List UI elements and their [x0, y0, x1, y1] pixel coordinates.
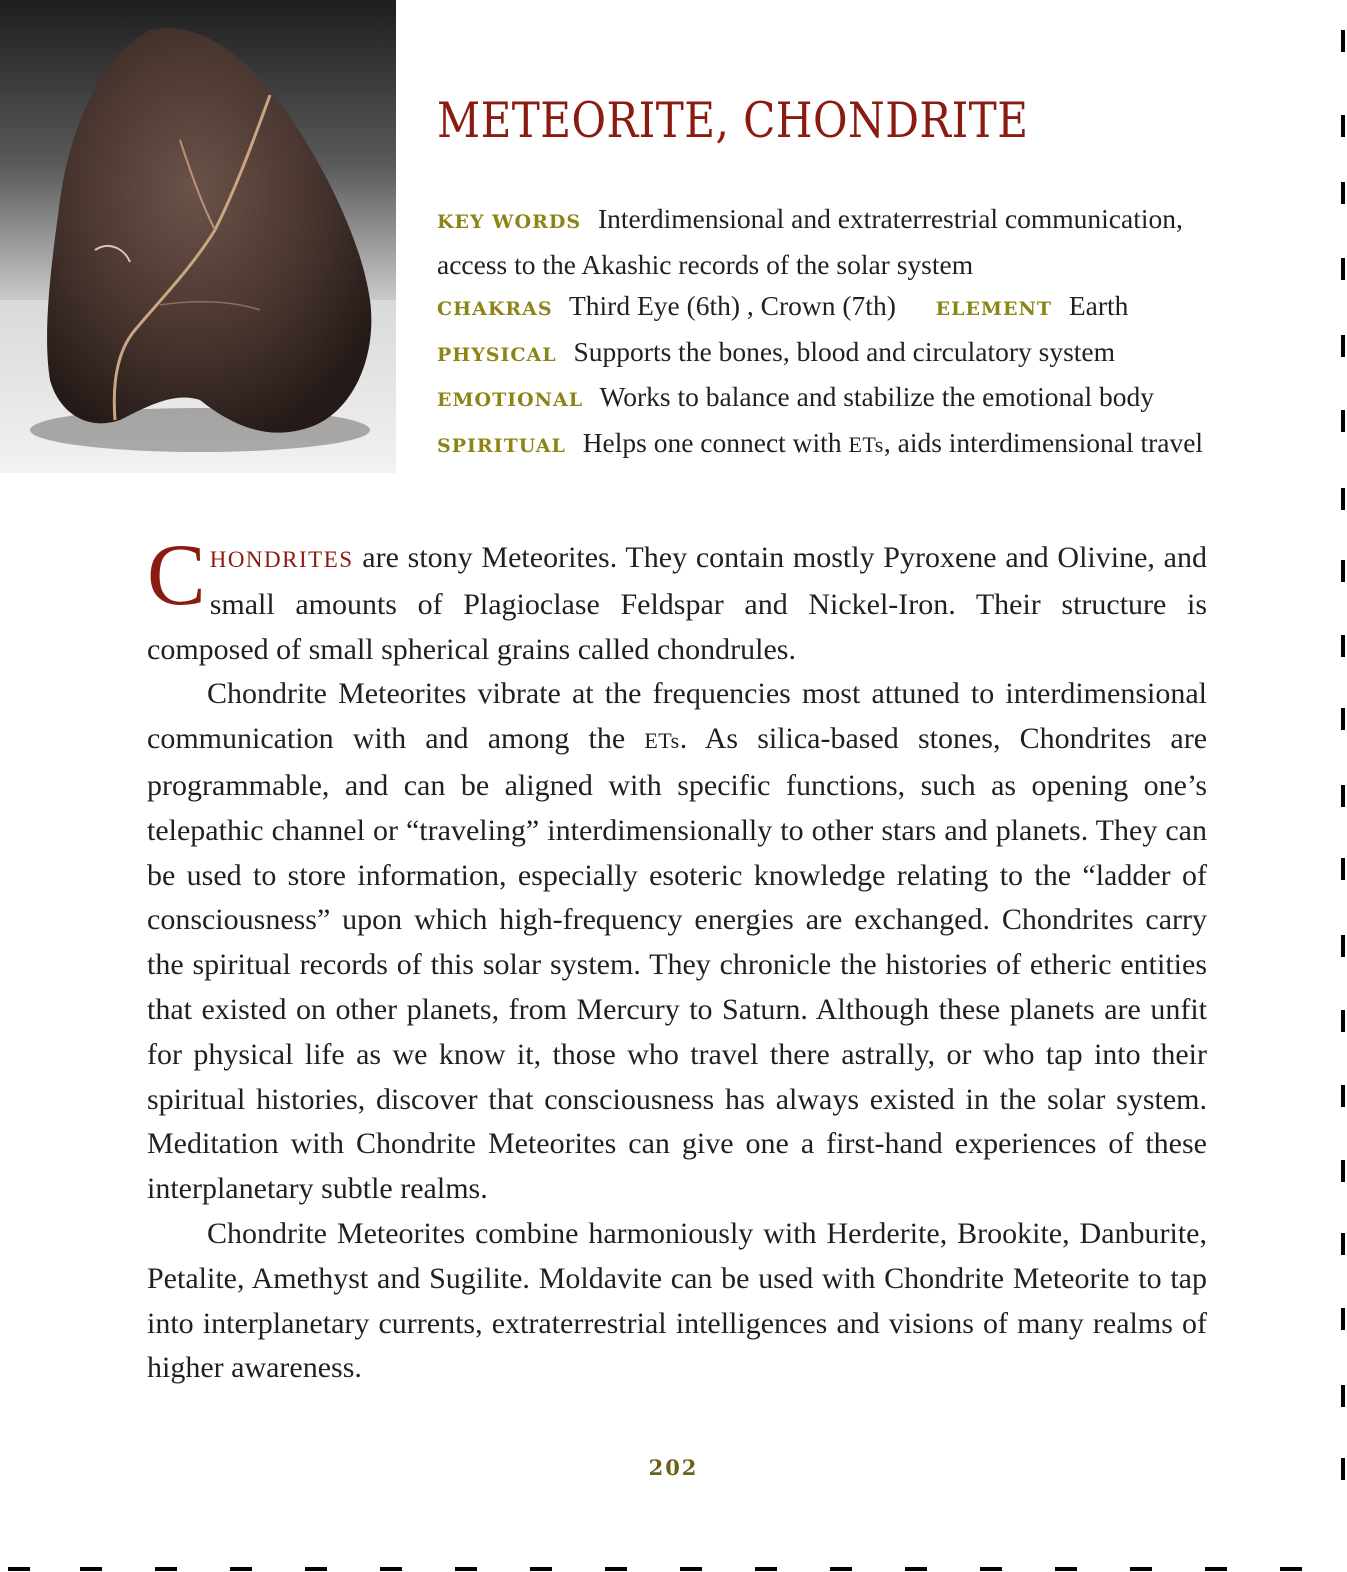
emotional-label: EMOTIONAL	[437, 389, 584, 411]
meteorite-image	[0, 0, 396, 473]
lead-in: HONDRITES	[209, 547, 354, 572]
page-number: 202	[648, 1455, 699, 1480]
paragraph-2	[147, 672, 1207, 1212]
element-value: Earth	[1068, 290, 1129, 321]
spiritual-label: SPIRITUAL	[437, 434, 566, 457]
spiritual-value-pre: Helps one connect with	[582, 426, 842, 458]
paragraph-3: Chondrite Meteorites combine harmoniously with Herderite, Brookite, Danburite, Petalite, Amethyst and Sugilite. Moldavite can be used with Chondrite Meteorite to tap into interplanetary currents, extraterrestrial intelligences and visions of many realms of higher awareness.	[147, 1216, 1207, 1385]
physical-value: Supports the bones, blood and circulatory system	[573, 335, 1116, 367]
spiritual-value-post: , aids interdimensional travel	[883, 426, 1204, 458]
meteorite-photo	[0, 0, 396, 473]
key-words-value: Interdimensional and extraterrestrial communication, access to the Akashic records of the solar system	[437, 203, 1183, 280]
paragraph-2-ets: ETs	[644, 728, 680, 754]
emotional-value: Works to balance and stabilize the emotional body	[599, 381, 1155, 412]
element-label: ELEMENT	[935, 298, 1052, 320]
chakras-value: Third Eye (6th) , Crown (7th)	[568, 290, 896, 321]
paragraph-1	[147, 527, 1207, 672]
attributes-block	[437, 198, 1209, 467]
paragraph-1-text: are stony Meteorites. They contain mostly Pyroxene and Olivine, and small amounts of Plagioclase Feldspar and Nickel-Iron. Their structure is composed of small spherical grains called chondrules.	[147, 541, 1207, 666]
physical-label: PHYSICAL	[437, 343, 557, 366]
right-crop-marks	[1341, 0, 1347, 1572]
page-title: METEORITE, CHONDRITE	[437, 92, 1029, 149]
bottom-crop-marks	[0, 1566, 1347, 1572]
chakras-label: CHAKRAS	[437, 298, 553, 320]
paragraph-2-text-a: Chondrite Meteorites vibrate at the frequencies most attuned to interdimensional communication with and among the	[147, 677, 1207, 756]
drop-cap: C	[147, 527, 206, 624]
spiritual-value-ets: ETs	[848, 431, 884, 457]
body-text	[147, 527, 1208, 1391]
key-words-label: KEY WORDS	[437, 211, 582, 233]
paragraph-2-text-b: . As silica-based stones, Chondrites are programmable, and can be aligned with specific functions, such as opening one’s telepathic channel or “traveling” interdimensionally to other stars and planets. They can be used to store information, especially esoteric knowledge relating to the “ladder of consciousness” upon which high-frequency energies are exchanged. Chondrites carry the spiritual records of this solar system. They chronicle the histories of etheric entities that existed on other planets, from Mercury to Saturn. Although these planets are unfit for physical life as we know it, those who travel there astrally, or who tap into their spiritual histories, discover that consciousness has always existed in the solar system. Meditation with Chondrite Meteorites can give one a first-hand experiences of these interplanetary subtle realms.	[147, 722, 1208, 1206]
